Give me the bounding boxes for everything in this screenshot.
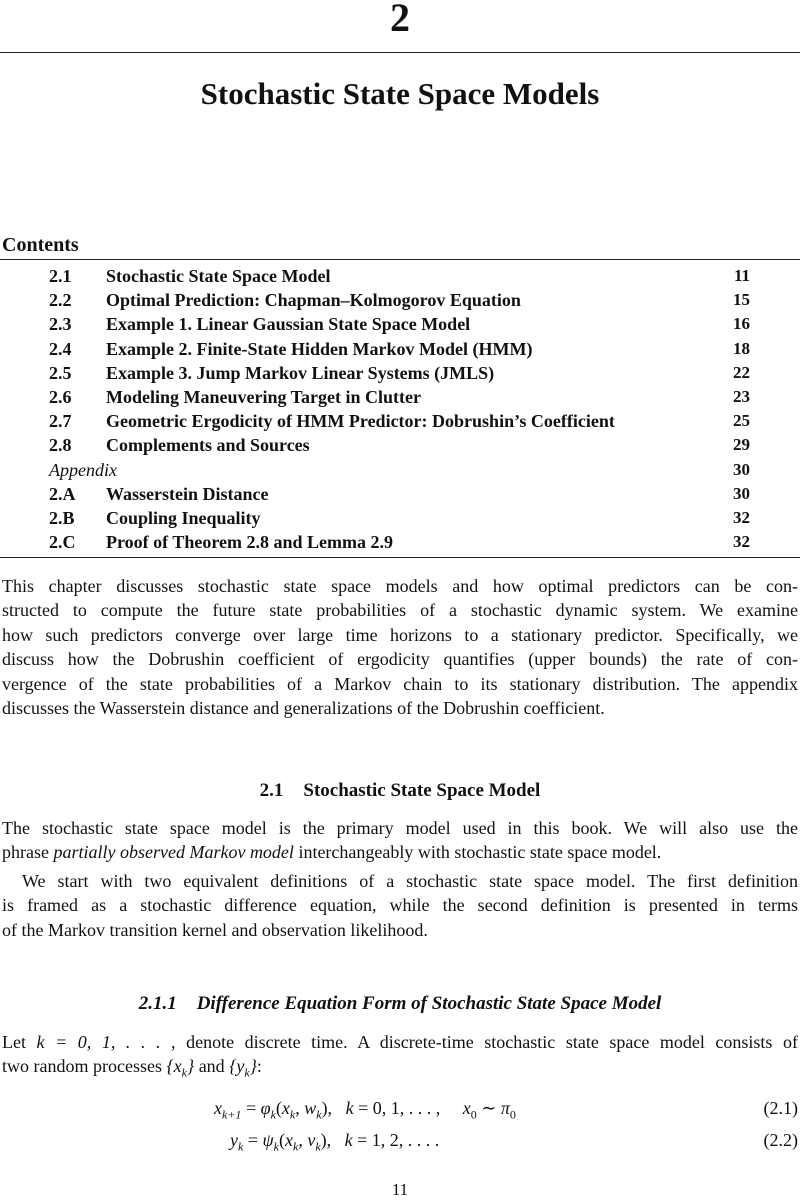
toc-entry[interactable] — [0, 482, 800, 506]
equation-body: $x_{k+1} = \varphi_k(x_k$, $w_k$), k = 0, 1, . . . , $x_0$ ∼ $\pi_0$ — [214, 1098, 516, 1122]
contents-top-rule — [0, 259, 800, 260]
intro-paragraph — [2, 574, 798, 720]
toc-number: 2.3 — [49, 314, 72, 335]
section-heading — [0, 778, 800, 804]
toc-page: 30 — [733, 459, 750, 479]
toc-title: Example 1. Linear Gaussian State Space Model — [106, 314, 471, 335]
text-line: of the Markov transition kernel and observation likelihood. — [2, 919, 428, 940]
chapter-number: 2 — [390, 0, 410, 40]
text-line: how such predictors converge over large time horizons to a stationary predictor. Specifically, we — [2, 624, 798, 645]
toc-entry-appendix[interactable] — [0, 458, 800, 482]
toc-title: Wasserstein Distance — [106, 483, 269, 504]
chapter-title: Stochastic State Space Models — [200, 76, 600, 111]
subsection-number: 2.1.1 — [138, 993, 177, 1014]
toc-title: Modeling Maneuvering Target in Clutter — [106, 386, 421, 407]
equation-tag: (2.1) — [763, 1098, 798, 1118]
toc-entry[interactable] — [0, 264, 800, 288]
subsection-paragraph — [2, 1030, 798, 1079]
toc-number: 2.5 — [49, 362, 72, 383]
page-number: 11 — [391, 1180, 409, 1199]
contents-heading: Contents — [2, 234, 79, 256]
toc-entry[interactable] — [0, 409, 800, 433]
text-line: We start with two equivalent definitions of a stochastic state space model. The first definition — [22, 871, 798, 891]
emphasis-term: partially observed Markov model — [53, 842, 294, 863]
section-number: 2.1 — [259, 780, 284, 801]
equation-body: $y_k = \psi_k(x_k$, $v_k$), k = 1, 2, . . . . — [230, 1130, 440, 1154]
toc-page: 32 — [733, 532, 750, 552]
subsection-title: Difference Equation Form of Stochastic State Space Model — [196, 993, 662, 1014]
contents-bottom-rule — [0, 557, 800, 558]
toc-page: 29 — [733, 435, 750, 455]
section-paragraph-2 — [22, 869, 798, 893]
text-line: vergence of the state probabilities of a Markov chain to its stationary distribution. The appendix — [2, 673, 798, 694]
toc-page: 30 — [733, 483, 750, 503]
toc-page: 16 — [733, 314, 750, 334]
toc-appendix-label: Appendix — [49, 459, 117, 480]
section-title: Stochastic State Space Model — [303, 780, 541, 801]
text-line: Let k = 0, 1, . . . , denote discrete time. A discrete-time stochastic state space model consists of — [2, 1032, 798, 1052]
text-line: structed to compute the future state probabilities of a stochastic dynamic system. We examine — [2, 600, 798, 621]
toc-title: Geometric Ergodicity of HMM Predictor: Dobrushin’s Coefficient — [106, 411, 615, 432]
toc-entry[interactable] — [0, 312, 800, 336]
text-line: is framed as a stochastic difference equation, while the second definition is presented in terms — [2, 895, 798, 916]
toc-number: 2.A — [49, 483, 76, 504]
text-line: two random processes $\{x_k\}$ and $\{y_k\}$: — [2, 1056, 262, 1080]
toc-page: 32 — [733, 507, 750, 527]
toc-number: 2.4 — [49, 338, 72, 359]
toc-page: 18 — [733, 338, 750, 358]
text-line: discusses the Wasserstein distance and generalizations of the Dobrushin coefficient. — [2, 698, 605, 719]
math-inline: $\{y_k\}$ — [229, 1056, 257, 1080]
toc-number: 2.2 — [49, 290, 72, 311]
math-inline: k = 0, 1, . . . , — [36, 1032, 176, 1052]
toc-entry[interactable] — [0, 506, 800, 530]
section-paragraph-2-cont — [2, 893, 798, 942]
toc-page: 25 — [733, 411, 750, 431]
toc-title: Stochastic State Space Model — [106, 266, 331, 286]
subsection-heading — [0, 991, 800, 1017]
toc-entry[interactable] — [0, 361, 800, 385]
toc-title: Example 3. Jump Markov Linear Systems (JMLS) — [106, 362, 495, 383]
toc-page: 22 — [733, 362, 750, 382]
text-line: The stochastic state space model is the primary model used in this book. We will also use the — [2, 818, 798, 838]
toc-number: 2.1 — [49, 266, 72, 286]
math-inline: $\{x_k\}$ — [166, 1056, 195, 1080]
text-line: discuss how the Dobrushin coefficient of ergodicity quantifies (upper bounds) the rate of con- — [2, 649, 798, 670]
toc-number: 2.B — [49, 507, 75, 528]
toc-title: Complements and Sources — [106, 435, 310, 456]
toc-entry[interactable] — [0, 337, 800, 361]
text-line: phrase partially observed Markov model interchangeably with stochastic state space model. — [2, 842, 662, 863]
toc-page: 15 — [733, 290, 750, 310]
toc-number: 2.8 — [49, 435, 72, 456]
section-paragraph-1 — [2, 816, 798, 865]
toc-title: Coupling Inequality — [106, 507, 261, 528]
equation-tag: (2.2) — [763, 1130, 798, 1150]
chapter-rule — [0, 52, 800, 53]
toc-page: 23 — [733, 386, 750, 406]
toc-number: 2.6 — [49, 386, 72, 407]
toc-entry[interactable] — [0, 385, 800, 409]
table-of-contents — [0, 264, 800, 554]
toc-number: 2.C — [49, 532, 76, 553]
toc-page: 11 — [733, 266, 750, 285]
toc-title: Optimal Prediction: Chapman–Kolmogorov Equation — [106, 290, 521, 311]
toc-entry[interactable] — [0, 530, 800, 554]
toc-title: Example 2. Finite-State Hidden Markov Model (HMM) — [106, 338, 533, 359]
toc-number: 2.7 — [49, 411, 72, 432]
text-line: This chapter discusses stochastic state space models and how optimal predictors can be con- — [2, 576, 798, 596]
toc-title: Proof of Theorem 2.8 and Lemma 2.9 — [106, 532, 393, 553]
toc-entry[interactable] — [0, 288, 800, 312]
toc-entry[interactable] — [0, 433, 800, 457]
